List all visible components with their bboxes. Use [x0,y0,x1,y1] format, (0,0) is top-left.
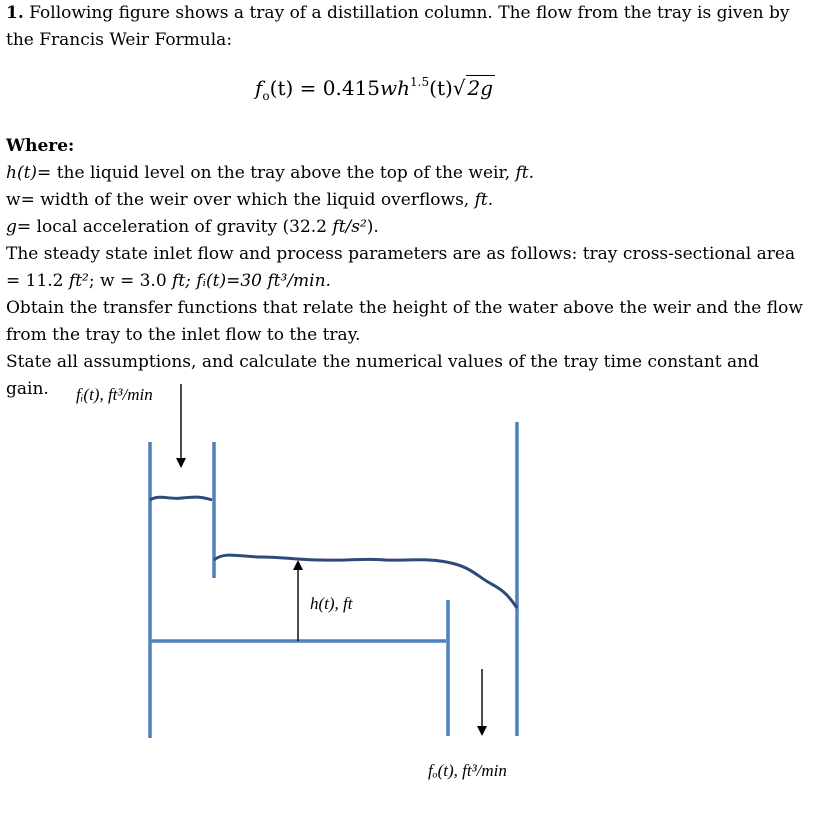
tray-liquid-surface [214,555,517,608]
francis-weir-formula: $f_o(t) = 0.415wh^{1.5}(t)√$ 2g [255,75,494,103]
task-line-2: from the tray to the inlet flow to the tray. [6,325,361,345]
params-line-1: The steady state inlet flow and process parameters are as follows: tray cross-sectional area [6,244,796,264]
liquid-surfaces [150,497,517,608]
upper-liquid-surface [150,497,212,500]
task-line-3: State all assumptions, and calculate the numerical values of the tray time constant and gain. [6,352,760,399]
height-arrow-head [293,560,303,570]
problem-number: 1. [6,3,24,23]
params-line-2: = 11.2 ft²; w = 3.0 ft; fᵢ(t)=30 ft³/min. [6,271,331,291]
intro-line-1: 1. Following figure shows a tray of a distillation column. The flow from the tray is given by [6,3,790,23]
outlet-arrow-head [477,726,487,736]
outlet-flow-label: fₒ(t), ft³/min [428,761,507,780]
definition-w: w= width of the weir over which the liquid overflows, ft. [6,190,494,210]
where-label: Where: [6,136,75,156]
definition-h: h(t)= the liquid level on the tray above the top of the weir, ft. [6,163,535,183]
definition-g: g= local acceleration of gravity (32.2 ft/s²). [6,217,379,237]
tray-diagram [0,370,817,810]
tray-walls [150,422,517,738]
height-label: h(t), ft [310,594,353,613]
intro-line-2: the Francis Weir Formula: [6,30,233,50]
inlet-flow-label: fᵢ(t), ft³/min [76,385,153,404]
task-line-1: Obtain the transfer functions that relate the height of the water above the weir and the flow [6,298,803,318]
inlet-arrow-head [176,458,186,468]
